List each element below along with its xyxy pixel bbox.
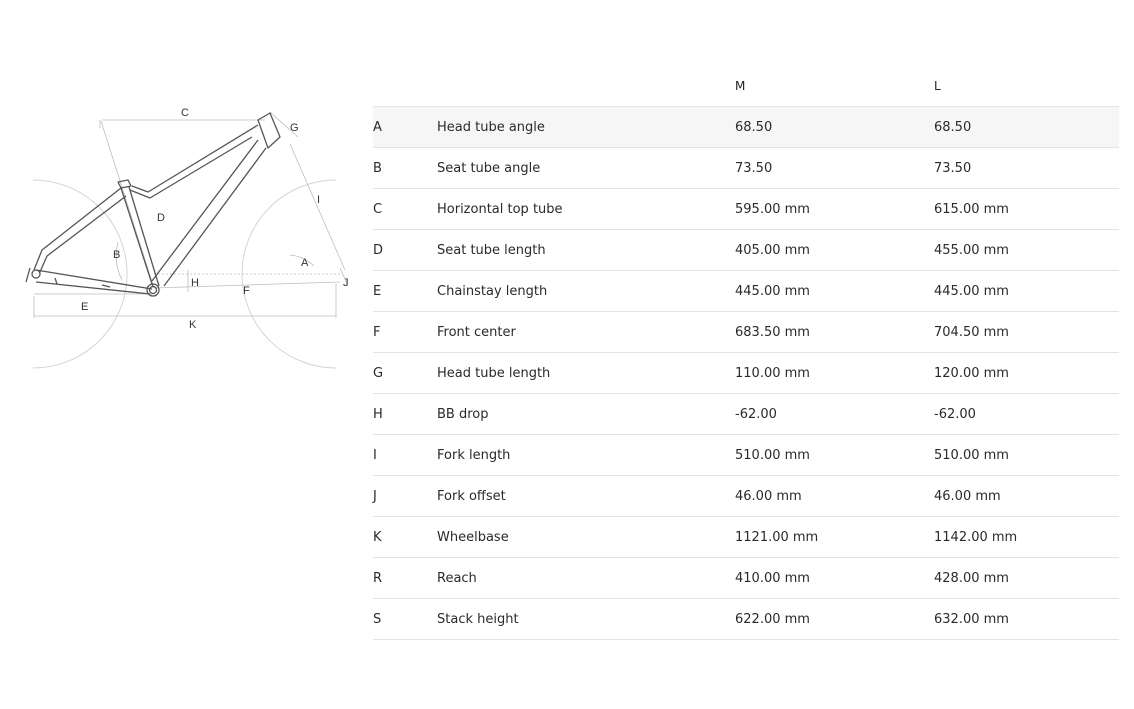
rear-wheel-arc xyxy=(33,180,127,368)
row-code: B xyxy=(373,160,382,176)
row-value-l: 120.00 mm xyxy=(934,365,1009,381)
bike-geometry-diagram xyxy=(0,60,360,390)
row-value-l: 632.00 mm xyxy=(934,611,1009,627)
row-value-l: 704.50 mm xyxy=(934,324,1009,340)
row-code: R xyxy=(373,570,383,586)
label-i: I xyxy=(317,194,321,206)
row-value-m: 1121.00 mm xyxy=(735,529,819,545)
row-value-l: -62.00 xyxy=(934,406,976,422)
table-row xyxy=(373,106,1119,147)
row-code: K xyxy=(373,529,382,545)
label-b: B xyxy=(113,249,121,261)
label-f: F xyxy=(243,285,250,297)
label-e: E xyxy=(81,301,89,313)
row-code: E xyxy=(373,283,382,299)
row-value-m: 73.50 xyxy=(735,160,773,176)
table-row xyxy=(373,557,1119,598)
row-value-l: 46.00 mm xyxy=(934,488,1001,504)
table-row xyxy=(373,393,1119,434)
row-name: Fork offset xyxy=(437,488,506,504)
table-header xyxy=(373,66,1119,106)
row-code: C xyxy=(373,201,383,217)
row-code: J xyxy=(373,488,377,504)
row-value-m: -62.00 xyxy=(735,406,777,422)
label-d: D xyxy=(157,212,165,224)
row-code: A xyxy=(373,119,382,135)
row-code: S xyxy=(373,611,382,627)
row-name: Head tube length xyxy=(437,365,551,381)
row-value-m: 68.50 xyxy=(735,119,773,135)
front-wheel-arc xyxy=(242,180,336,368)
row-value-l: 510.00 mm xyxy=(934,447,1009,463)
label-j: J xyxy=(343,277,349,289)
row-name: Fork length xyxy=(437,447,511,463)
row-value-m: 595.00 mm xyxy=(735,201,810,217)
label-k: K xyxy=(189,319,197,331)
row-code: D xyxy=(373,242,384,258)
row-value-l: 615.00 mm xyxy=(934,201,1009,217)
row-value-m: 622.00 mm xyxy=(735,611,810,627)
row-name: Stack height xyxy=(437,611,519,627)
header-size-l: L xyxy=(934,79,941,93)
row-code: I xyxy=(373,447,377,463)
row-name: Horizontal top tube xyxy=(437,201,563,217)
row-name: Chainstay length xyxy=(437,283,548,299)
table-body xyxy=(373,106,1119,640)
row-name: Wheelbase xyxy=(437,529,509,545)
table-row xyxy=(373,598,1119,640)
row-value-m: 405.00 mm xyxy=(735,242,810,258)
row-value-m: 683.50 mm xyxy=(735,324,810,340)
table-row xyxy=(373,270,1119,311)
label-c: C xyxy=(181,107,189,119)
row-value-m: 110.00 mm xyxy=(735,365,810,381)
row-value-l: 455.00 mm xyxy=(934,242,1009,258)
table-row xyxy=(373,475,1119,516)
table-row xyxy=(373,229,1119,270)
row-value-l: 428.00 mm xyxy=(934,570,1009,586)
header-size-m: M xyxy=(735,79,746,93)
row-value-m: 510.00 mm xyxy=(735,447,810,463)
row-value-l: 1142.00 mm xyxy=(934,529,1018,545)
label-a: A xyxy=(301,257,309,269)
table-row xyxy=(373,147,1119,188)
row-value-m: 410.00 mm xyxy=(735,570,810,586)
row-code: G xyxy=(373,365,384,381)
row-value-m: 46.00 mm xyxy=(735,488,802,504)
row-name: Front center xyxy=(437,324,516,340)
row-name: BB drop xyxy=(437,406,489,422)
row-name: Head tube angle xyxy=(437,119,545,135)
row-name: Seat tube length xyxy=(437,242,546,258)
row-value-l: 73.50 xyxy=(934,160,972,176)
table-row xyxy=(373,352,1119,393)
row-code: F xyxy=(373,324,381,340)
table-row xyxy=(373,434,1119,475)
table-row xyxy=(373,516,1119,557)
label-h: H xyxy=(191,277,199,289)
row-name: Seat tube angle xyxy=(437,160,541,176)
row-value-l: 445.00 mm xyxy=(934,283,1009,299)
table-row xyxy=(373,311,1119,352)
row-value-l: 68.50 xyxy=(934,119,972,135)
row-name: Reach xyxy=(437,570,477,586)
table-row xyxy=(373,188,1119,229)
label-g: G xyxy=(290,122,299,134)
geometry-table xyxy=(373,66,1119,640)
row-code: H xyxy=(373,406,383,422)
row-value-m: 445.00 mm xyxy=(735,283,810,299)
